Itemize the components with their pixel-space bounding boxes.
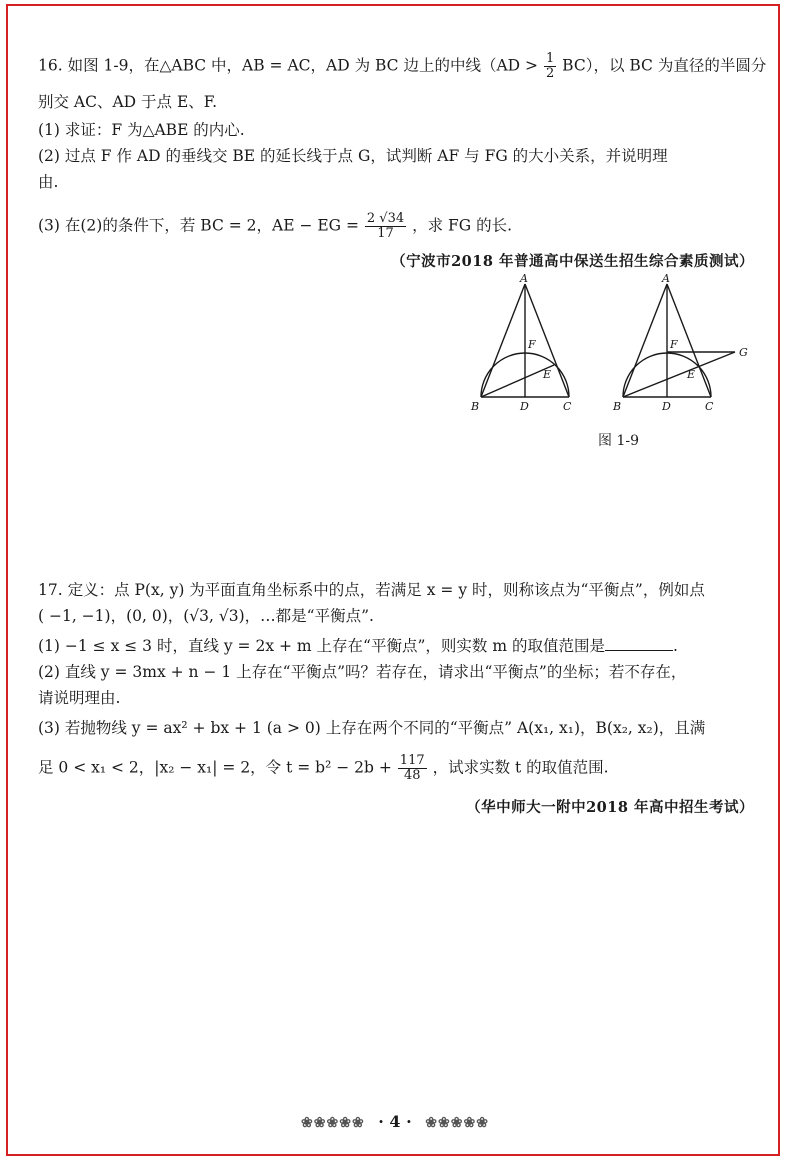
label-g: G bbox=[739, 346, 748, 359]
q16-source: （宁波市2018 年普通高中保送生招生综合素质测试） bbox=[391, 253, 754, 270]
segment-ab-right bbox=[623, 284, 667, 397]
answer-blank bbox=[605, 636, 673, 651]
q17-part2-cont: 请说明理由. bbox=[38, 689, 121, 707]
label-c-right: C bbox=[705, 400, 714, 413]
label-e-right: E bbox=[687, 368, 696, 381]
right-diagram bbox=[623, 284, 735, 397]
q17-part2: (2) 直线 y = 3mx + n − 1 上存在“平衡点”吗？若存在，请求出“平衡点”的坐标；若不存在， bbox=[38, 663, 687, 681]
q16-line2: 别交 AC、AD 于点 E、F. bbox=[38, 93, 218, 111]
page-number: · 4 · bbox=[378, 1112, 412, 1131]
label-e-left: E bbox=[543, 368, 552, 381]
q16-fraction-half: $\frac{1}{2}$ bbox=[545, 51, 555, 81]
q16-part1: (1) 求证：F 为△ABE 的内心. bbox=[38, 121, 245, 139]
page-footer bbox=[0, 1112, 790, 1131]
flower-ornament-right-icon: ❀❀❀❀❀ bbox=[425, 1115, 489, 1131]
figure-1-9 bbox=[465, 272, 765, 422]
label-b-left: B bbox=[471, 400, 480, 413]
label-a-left: A bbox=[520, 272, 528, 285]
flower-ornament-left-icon: ❀❀❀❀❀ bbox=[301, 1115, 365, 1131]
label-d-left: D bbox=[520, 400, 529, 413]
q16-line1: 16. 如图 1-9，在△ABC 中，AB = AC，AD 为 BC 边上的中线（AD > $\frac{1}{2}$ BC），以 BC 为直径的半圆分 bbox=[38, 51, 767, 81]
q17-line1: 17. 定义：点 P(x, y) 为平面直角坐标系中的点，若满足 x = y 时，则称该点为“平衡点”，例如点 bbox=[38, 581, 705, 599]
q17-source: （华中师大一附中2018 年高中招生考试） bbox=[466, 799, 754, 816]
q17-part1: (1) −1 ≤ x ≤ 3 时，直线 y = 2x + m 上存在“平衡点”，则实数 m 的取值范围是 . bbox=[38, 637, 678, 655]
q16-part2-cont: 由. bbox=[38, 173, 59, 191]
label-c-left: C bbox=[563, 400, 572, 413]
q17-line2: ( −1, −1)，(0, 0)，(√3, √3)，…都是“平衡点”. bbox=[38, 607, 374, 625]
label-d-right: D bbox=[662, 400, 671, 413]
q16-part3: (3) 在(2)的条件下，若 BC = 2，AE − EG = $\frac{2 √34}{17}$ ，求 FG 的长. bbox=[38, 211, 512, 241]
q17-part3: (3) 若抛物线 y = ax² + bx + 1 (a > 0) 上存在两个不同的“平衡点” A(x₁, x₁)，B(x₂, x₂)，且满 bbox=[38, 719, 706, 737]
left-diagram bbox=[481, 284, 569, 397]
q17-fraction: $\frac{117}{48}$ bbox=[399, 753, 425, 783]
label-f-right: F bbox=[670, 338, 678, 351]
label-a-right: A bbox=[662, 272, 670, 285]
label-f-left: F bbox=[528, 338, 536, 351]
figure-caption: 图 1-9 bbox=[598, 433, 639, 449]
q17-part3-cont: 足 0 < x₁ < 2，|x₂ − x₁| = 2，令 t = b² − 2b + $\frac{117}{48}$ ，试求实数 t 的取值范围. bbox=[38, 753, 609, 783]
label-b-right: B bbox=[613, 400, 622, 413]
q16-fraction-sqrt: $\frac{2 √34}{17}$ bbox=[366, 211, 405, 241]
q16-part2: (2) 过点 F 作 AD 的垂线交 BE 的延长线于点 G，试判断 AF 与 FG 的大小关系，并说明理 bbox=[38, 147, 668, 165]
segment-bg bbox=[623, 352, 735, 397]
